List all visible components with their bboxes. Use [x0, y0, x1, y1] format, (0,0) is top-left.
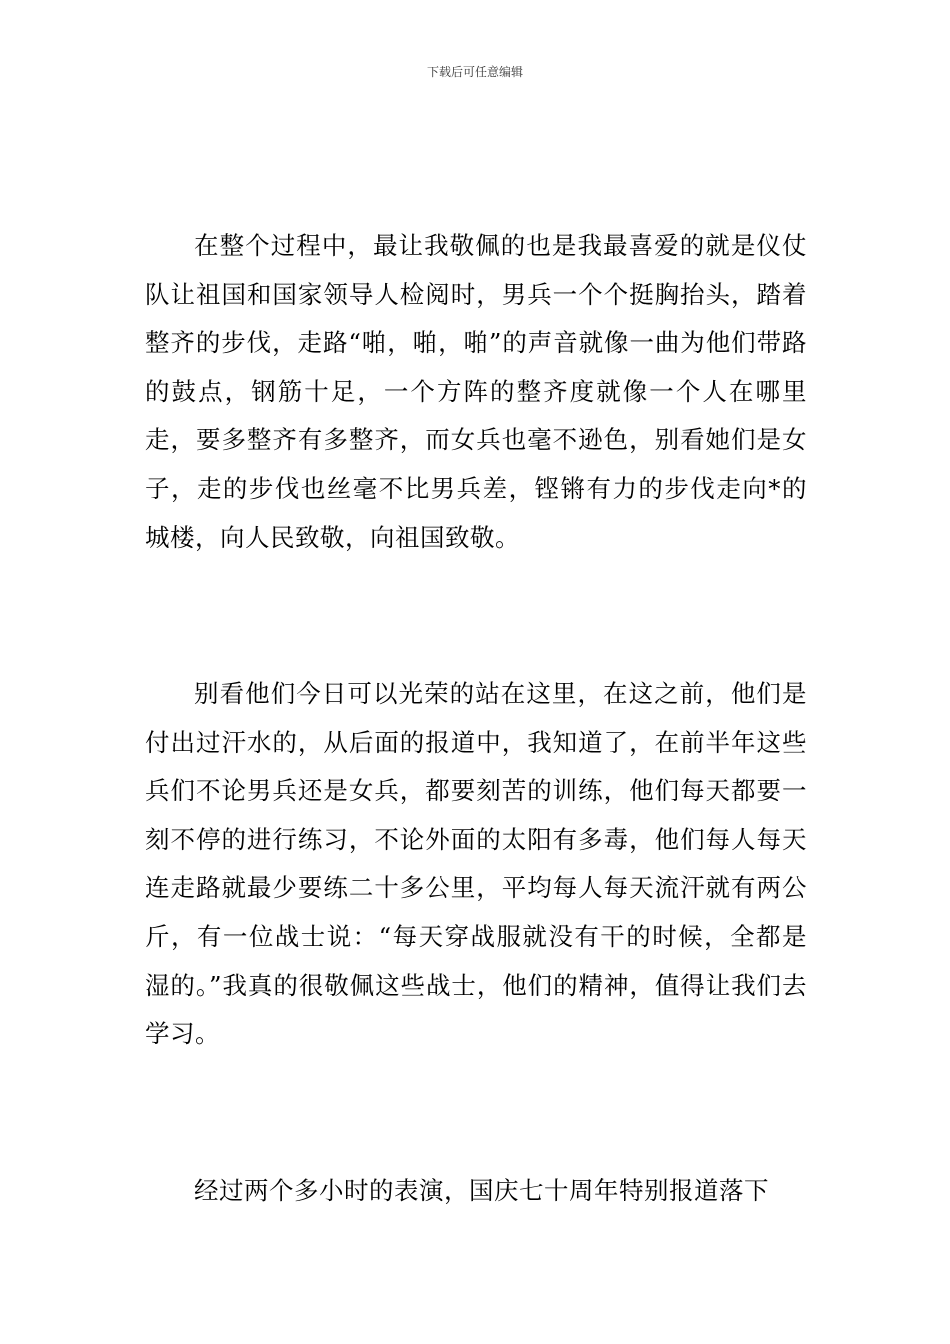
paragraph-2: 别看他们今日可以光荣的站在这里，在这之前，他们是付出过汗水的，从后面的报道中，我知道了，在前半年这些兵们不论男兵还是女兵，都要刻苦的训练，他们每天都要一刻不停的进行练习，不论外面的太阳有多毒，他们每人每天连走路就最少要练二十多公里，平均每人每天流汗就有两公斤，有一位战士说：“每天穿战服就没有干的时候，全都是湿的。”我真的很敬佩这些战士，他们的精神，值得让我们去学习。: [145, 679, 807, 1049]
paragraph-3: 经过两个多小时的表演，国庆七十周年特别报道落下: [194, 1176, 769, 1205]
page-header: 下载后可任意编辑: [426, 65, 523, 79]
paragraph-1: 在整个过程中，最让我敬佩的也是我最喜爱的就是仪仗队让祖国和国家领导人检阅时，男兵一个个挺胸抬头，踏着整齐的步伐，走路“啪，啪，啪”的声音就像一曲为他们带路的鼓点，钢筋十足，一个方阵的整齐度就像一个人在哪里走，要多整齐有多整齐，而女兵也毫不逊色，别看她们是女子，走的步伐也丝毫不比男兵差，铿锵有力的步伐走向*的城楼，向人民致敬，向祖国致敬。: [145, 231, 807, 552]
